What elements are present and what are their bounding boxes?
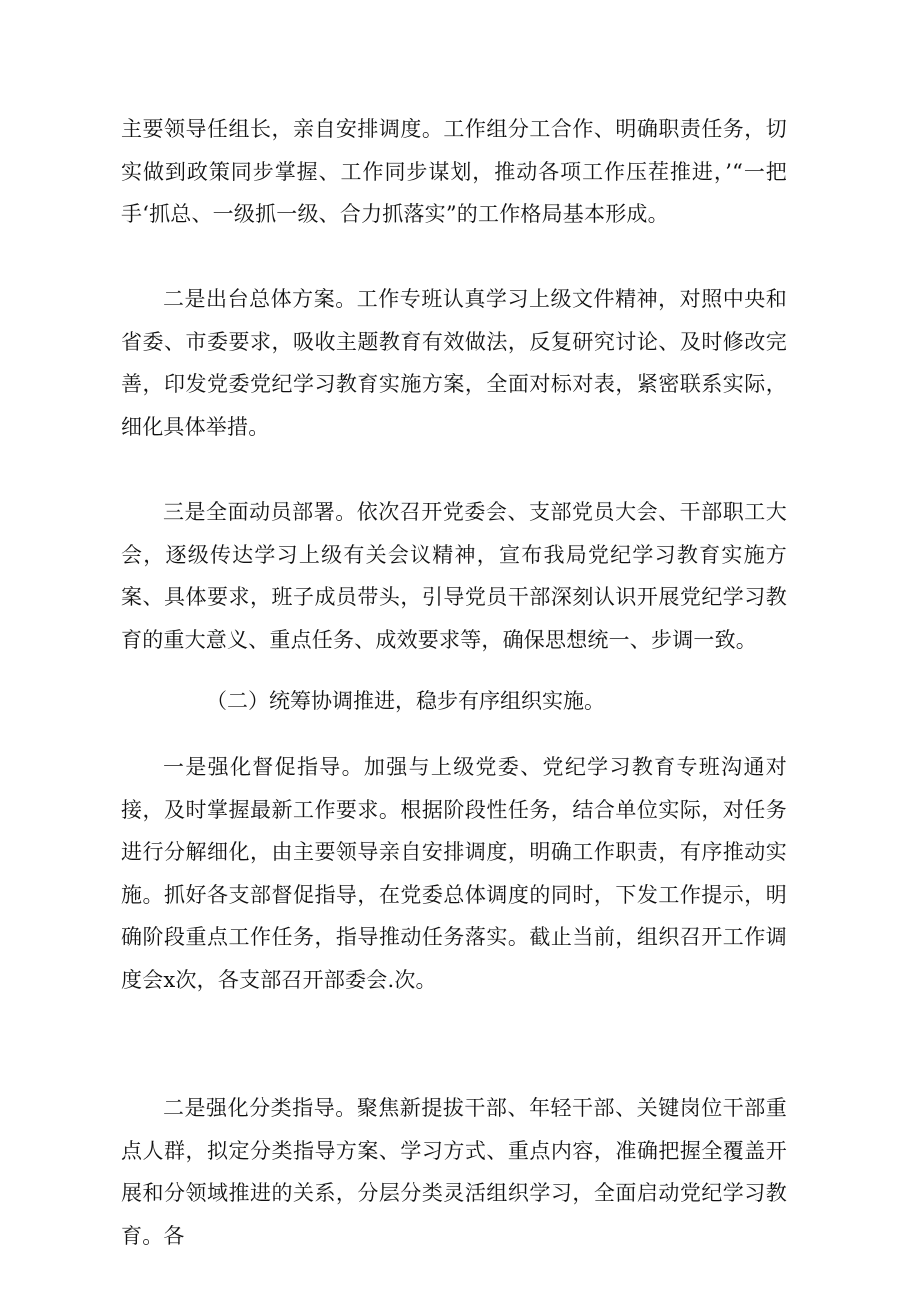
paragraph-mobilization: 三是全面动员部署。依次召开党委会、支部党员大会、干部职工大会，逐级传达学习上级有关会议精神，宣布我局党纪学习教育实施方案、具体要求，班子成员带头，引导党员干部深刻认识开展党纪学习教育的重大意义、重点任务、成效要求等，确保思想统一、步调一致。 xyxy=(121,500,787,652)
paragraph-classified-guidance: 二是强化分类指导。聚焦新提拔干部、年轻干部、关键岗位干部重点人群，拟定分类指导方案、学习方式、重点内容，准确把握全覆盖开展和分领域推进的关系，分层分类灵活组织学习，全面启动党纪学习教育。各 xyxy=(121,1096,787,1248)
paragraph-leadership-group: 主要领导任组长，亲自安排调度。工作组分工合作、明确职责任务，切实做到政策同步掌握、工作同步谋划，推动各项工作压茬推进，’“一把手‘抓总、一级抓一级、合力抓落实”的工作格局基本形成。 xyxy=(121,117,787,226)
paragraph-overall-plan: 二是出台总体方案。工作专班认真学习上级文件精神，对照中央和省委、市委要求，吸收主题教育有效做法，反复研究讨论、及时修改完善，印发党委党纪学习教育实施方案，全面对标对表，紧密联系实际，细化具体举措。 xyxy=(121,287,787,439)
section-heading-coordination: （二）统筹协调推进，稳步有序组织实施。 xyxy=(206,689,605,713)
paragraph-supervision-guidance: 一是强化督促指导。加强与上级党委、党纪学习教育专班沟通对接，及时掌握最新工作要求。根据阶段性任务，结合单位实际，对任务进行分解细化，由主要领导亲自安排调度，明确工作职责，有序推动实施。抓好各支部督促指导，在党委总体调度的同时，下发工作提示，明确阶段重点工作任务，指导推动任务落实。截止当前，组织召开工作调度会x次，各支部召开部委会.次。 xyxy=(121,755,787,992)
